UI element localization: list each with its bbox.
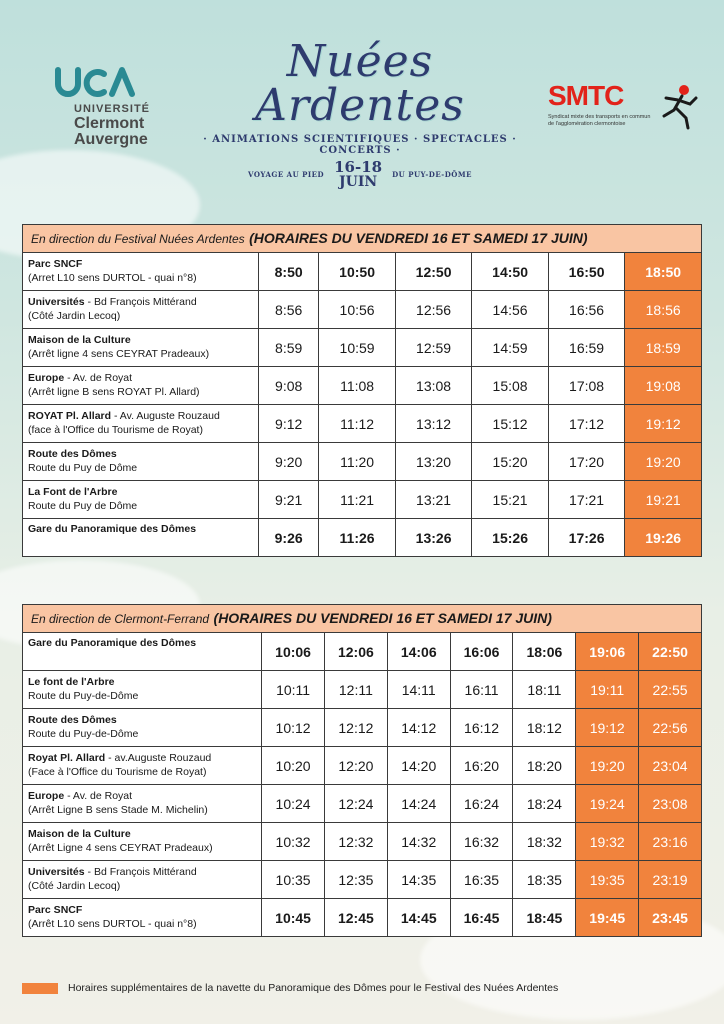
- stop-detail: (Arret L10 sens DURTOL - quai n°8): [28, 271, 197, 284]
- time-cell: 14:06: [387, 633, 450, 671]
- uca-line3: Auvergne: [74, 131, 148, 149]
- time-cell: 10:20: [262, 747, 325, 785]
- stop-detail-inline: - Bd François Mittérand: [84, 295, 197, 308]
- time-cell: 10:06: [262, 633, 325, 671]
- time-cell: 12:56: [395, 291, 472, 329]
- time-cell: 16:12: [450, 709, 513, 747]
- extra-time-cell: 18:50: [625, 253, 702, 291]
- schedule-to-festival: [22, 224, 702, 557]
- stop-cell: [23, 367, 259, 405]
- table-row: [23, 785, 702, 823]
- time-cell: 18:24: [513, 785, 576, 823]
- stop-detail: (Arrêt Ligne 4 sens CEYRAT Pradeaux): [28, 841, 213, 854]
- stop-detail: (Arrêt L10 sens DURTOL - quai n°8): [28, 917, 197, 930]
- extra-time-cell: 19:12: [625, 405, 702, 443]
- time-cell: 15:21: [472, 481, 549, 519]
- table-heading-direction: En direction de Clermont-Ferrand: [31, 611, 210, 626]
- table-row: [23, 329, 702, 367]
- time-cell: 14:20: [387, 747, 450, 785]
- table-row: [23, 367, 702, 405]
- stop-cell: [23, 785, 262, 823]
- table-row: [23, 633, 702, 671]
- table-row: [23, 671, 702, 709]
- table-heading-row: [23, 225, 702, 253]
- runner-icon: [658, 82, 698, 130]
- stop-name: Route des Dômes: [28, 447, 117, 460]
- stop-detail: Route du Puy de Dôme: [28, 461, 138, 474]
- time-cell: 8:59: [259, 329, 319, 367]
- time-cell: 10:32: [262, 823, 325, 861]
- table-row: [23, 405, 702, 443]
- time-cell: 18:12: [513, 709, 576, 747]
- stop-name: Maison de la Culture: [28, 333, 131, 346]
- stop-detail: (Arrêt ligne B sens ROYAT Pl. Allard): [28, 385, 200, 398]
- festival-date-days: 16-18: [334, 158, 383, 176]
- stop-name: Parc SNCF: [28, 903, 83, 916]
- uca-line2: Clermont: [74, 114, 145, 132]
- extra-time-cell: 19:26: [625, 519, 702, 557]
- stop-name: Route des Dômes: [28, 713, 117, 726]
- time-cell: 11:12: [319, 405, 396, 443]
- festival-right-tag: DU PUY-DE-DÔME: [392, 170, 472, 179]
- time-cell: 15:20: [472, 443, 549, 481]
- extra-time-cell: 19:35: [576, 861, 639, 899]
- stop-name: Europe: [28, 789, 65, 802]
- time-cell: 12:12: [324, 709, 387, 747]
- table-row: [23, 899, 702, 937]
- table-heading-dates: (HORAIRES DU VENDREDI 16 ET SAMEDI 17 JUIN): [249, 229, 588, 246]
- time-cell: 15:26: [472, 519, 549, 557]
- stop-name: Europe: [28, 371, 65, 384]
- extra-time-cell: 23:04: [639, 747, 702, 785]
- legend-text: Horaires supplémentaires de la navette du Panoramique des Dômes pour le Festival des Nuées Ardentes: [68, 982, 559, 994]
- extra-time-cell: 19:20: [576, 747, 639, 785]
- stop-cell: [23, 291, 259, 329]
- stop-detail: (face à l'Office du Tourisme de Royat): [28, 423, 203, 436]
- festival-title: Nuées Ardentes: [255, 36, 465, 131]
- time-cell: 16:11: [450, 671, 513, 709]
- stop-cell: [23, 747, 262, 785]
- time-cell: 18:20: [513, 747, 576, 785]
- stop-name: Maison de la Culture: [28, 827, 131, 840]
- table-heading-direction: En direction du Festival Nuées Ardentes: [31, 231, 245, 246]
- table-heading-dates: (HORAIRES DU VENDREDI 16 ET SAMEDI 17 JUIN): [213, 609, 552, 626]
- stop-detail-inline: - Bd François Mittérand: [84, 865, 197, 878]
- time-cell: 9:08: [259, 367, 319, 405]
- extra-time-cell: 19:12: [576, 709, 639, 747]
- time-cell: 10:50: [319, 253, 396, 291]
- table-row: [23, 747, 702, 785]
- time-cell: 10:12: [262, 709, 325, 747]
- time-cell: 17:20: [548, 443, 625, 481]
- time-cell: 16:20: [450, 747, 513, 785]
- festival-date-month: JUIN: [338, 174, 378, 190]
- time-cell: 12:59: [395, 329, 472, 367]
- legend-swatch: [22, 983, 58, 994]
- time-cell: 14:12: [387, 709, 450, 747]
- time-cell: 11:20: [319, 443, 396, 481]
- extra-time-cell: 22:56: [639, 709, 702, 747]
- time-cell: 12:06: [324, 633, 387, 671]
- table-row: [23, 823, 702, 861]
- time-cell: 14:45: [387, 899, 450, 937]
- stop-name: Gare du Panoramique des Dômes: [28, 523, 197, 535]
- stop-cell: [23, 443, 259, 481]
- time-cell: 12:32: [324, 823, 387, 861]
- table-row: [23, 291, 702, 329]
- uca-line1: UNIVERSITÉ: [74, 103, 151, 115]
- stop-name: Universités: [28, 865, 85, 878]
- extra-time-cell: 22:55: [639, 671, 702, 709]
- time-cell: 14:59: [472, 329, 549, 367]
- time-cell: 17:08: [548, 367, 625, 405]
- time-cell: 18:35: [513, 861, 576, 899]
- time-cell: 16:06: [450, 633, 513, 671]
- smtc-logo: [548, 80, 698, 140]
- table-row: [23, 709, 702, 747]
- stop-name: ROYAT Pl. Allard: [28, 409, 112, 422]
- stop-detail: Route du Puy de Dôme: [28, 499, 138, 512]
- uca-logo: [52, 62, 162, 162]
- time-cell: 11:08: [319, 367, 396, 405]
- table-heading: [23, 605, 702, 633]
- stop-detail-inline: - Av. de Royat: [64, 789, 133, 802]
- stop-cell: [23, 329, 259, 367]
- time-cell: 9:26: [259, 519, 319, 557]
- stop-name: Parc SNCF: [28, 257, 83, 270]
- festival-date-row: [200, 160, 520, 189]
- time-cell: 8:50: [259, 253, 319, 291]
- time-cell: 17:21: [548, 481, 625, 519]
- extra-time-cell: 19:11: [576, 671, 639, 709]
- extra-time-cell: 19:32: [576, 823, 639, 861]
- table-heading: [23, 225, 702, 253]
- table-row: [23, 481, 702, 519]
- table-row: [23, 443, 702, 481]
- time-cell: 15:12: [472, 405, 549, 443]
- stop-cell: [23, 709, 262, 747]
- time-cell: 14:32: [387, 823, 450, 861]
- time-cell: 14:50: [472, 253, 549, 291]
- time-cell: 16:35: [450, 861, 513, 899]
- time-cell: 17:26: [548, 519, 625, 557]
- extra-time-cell: 23:19: [639, 861, 702, 899]
- time-cell: 10:45: [262, 899, 325, 937]
- time-cell: 9:12: [259, 405, 319, 443]
- time-cell: 18:11: [513, 671, 576, 709]
- time-cell: 16:50: [548, 253, 625, 291]
- extra-time-cell: 19:06: [576, 633, 639, 671]
- time-cell: 12:50: [395, 253, 472, 291]
- time-cell: 11:26: [319, 519, 396, 557]
- stop-cell: [23, 861, 262, 899]
- table-row: [23, 519, 702, 557]
- extra-time-cell: 19:21: [625, 481, 702, 519]
- time-cell: 10:24: [262, 785, 325, 823]
- time-cell: 9:21: [259, 481, 319, 519]
- time-cell: 11:21: [319, 481, 396, 519]
- time-cell: 13:08: [395, 367, 472, 405]
- stop-cell: [23, 633, 262, 671]
- schedule-to-clermont: [22, 604, 702, 937]
- stop-cell: [23, 823, 262, 861]
- time-cell: 12:11: [324, 671, 387, 709]
- time-cell: 12:20: [324, 747, 387, 785]
- time-cell: 10:56: [319, 291, 396, 329]
- time-cell: 16:59: [548, 329, 625, 367]
- stop-detail-inline: - Av. de Royat: [64, 371, 133, 384]
- time-cell: 14:11: [387, 671, 450, 709]
- time-cell: 10:59: [319, 329, 396, 367]
- extra-time-cell: 22:50: [639, 633, 702, 671]
- stop-cell: [23, 671, 262, 709]
- time-cell: 14:35: [387, 861, 450, 899]
- stop-detail: (Côté Jardin Lecoq): [28, 879, 121, 892]
- uca-mark-icon: [52, 62, 142, 102]
- extra-time-cell: 18:59: [625, 329, 702, 367]
- stop-cell: [23, 253, 259, 291]
- time-cell: 13:21: [395, 481, 472, 519]
- extra-time-cell: 19:45: [576, 899, 639, 937]
- stop-detail: (Arrêt ligne 4 sens CEYRAT Pradeaux): [28, 347, 210, 360]
- time-cell: 8:56: [259, 291, 319, 329]
- time-cell: 12:45: [324, 899, 387, 937]
- time-cell: 16:32: [450, 823, 513, 861]
- time-cell: 14:24: [387, 785, 450, 823]
- time-cell: 15:08: [472, 367, 549, 405]
- time-cell: 10:35: [262, 861, 325, 899]
- stop-name: Universités: [28, 295, 85, 308]
- table-heading-row: [23, 605, 702, 633]
- time-cell: 16:24: [450, 785, 513, 823]
- time-cell: 16:45: [450, 899, 513, 937]
- stop-detail: Route du Puy-de-Dôme: [28, 727, 139, 740]
- stop-detail: Route du Puy-de-Dôme: [28, 689, 139, 702]
- extra-time-cell: 23:08: [639, 785, 702, 823]
- extra-time-cell: 19:24: [576, 785, 639, 823]
- extra-time-cell: 23:45: [639, 899, 702, 937]
- time-cell: 18:45: [513, 899, 576, 937]
- time-cell: 9:20: [259, 443, 319, 481]
- stop-name: La Font de l'Arbre: [28, 485, 118, 498]
- time-cell: 13:12: [395, 405, 472, 443]
- festival-date: [334, 160, 382, 189]
- time-cell: 14:56: [472, 291, 549, 329]
- stop-cell: [23, 519, 259, 557]
- stop-cell: [23, 405, 259, 443]
- festival-subtitle: · ANIMATIONS SCIENTIFIQUES · SPECTACLES · CONCERTS ·: [203, 134, 517, 156]
- stop-cell: [23, 899, 262, 937]
- stop-detail-inline: - av.Auguste Rouzaud: [105, 751, 212, 764]
- table-row: [23, 861, 702, 899]
- festival-left-tag: VOYAGE AU PIED: [248, 170, 325, 179]
- time-cell: 18:32: [513, 823, 576, 861]
- time-cell: 17:12: [548, 405, 625, 443]
- time-cell: 10:11: [262, 671, 325, 709]
- time-cell: 18:06: [513, 633, 576, 671]
- stop-detail: (Arrêt Ligne B sens Stade M. Michelin): [28, 803, 208, 816]
- smtc-tagline: Syndicat mixte des transports en commun de l'agglomération clermontoise: [548, 114, 651, 127]
- extra-time-cell: 23:16: [639, 823, 702, 861]
- stop-detail: (Côté Jardin Lecoq): [28, 309, 121, 322]
- extra-time-cell: 19:20: [625, 443, 702, 481]
- stop-cell: [23, 481, 259, 519]
- time-cell: 16:56: [548, 291, 625, 329]
- table-row: [23, 253, 702, 291]
- stop-name: Gare du Panoramique des Dômes: [28, 637, 197, 649]
- stop-detail-inline: - Av. Auguste Rouzaud: [111, 409, 220, 422]
- smtc-word: SMTC: [548, 80, 624, 111]
- time-cell: 12:24: [324, 785, 387, 823]
- time-cell: 13:20: [395, 443, 472, 481]
- time-cell: 13:26: [395, 519, 472, 557]
- legend: [22, 982, 558, 994]
- extra-time-cell: 18:56: [625, 291, 702, 329]
- stop-detail: (Face à l'Office du Tourisme de Royat): [28, 765, 207, 778]
- extra-time-cell: 19:08: [625, 367, 702, 405]
- stop-name: Royat Pl. Allard: [28, 751, 106, 764]
- time-cell: 12:35: [324, 861, 387, 899]
- festival-title-block: [200, 36, 520, 190]
- stop-name: Le font de l'Arbre: [28, 675, 115, 688]
